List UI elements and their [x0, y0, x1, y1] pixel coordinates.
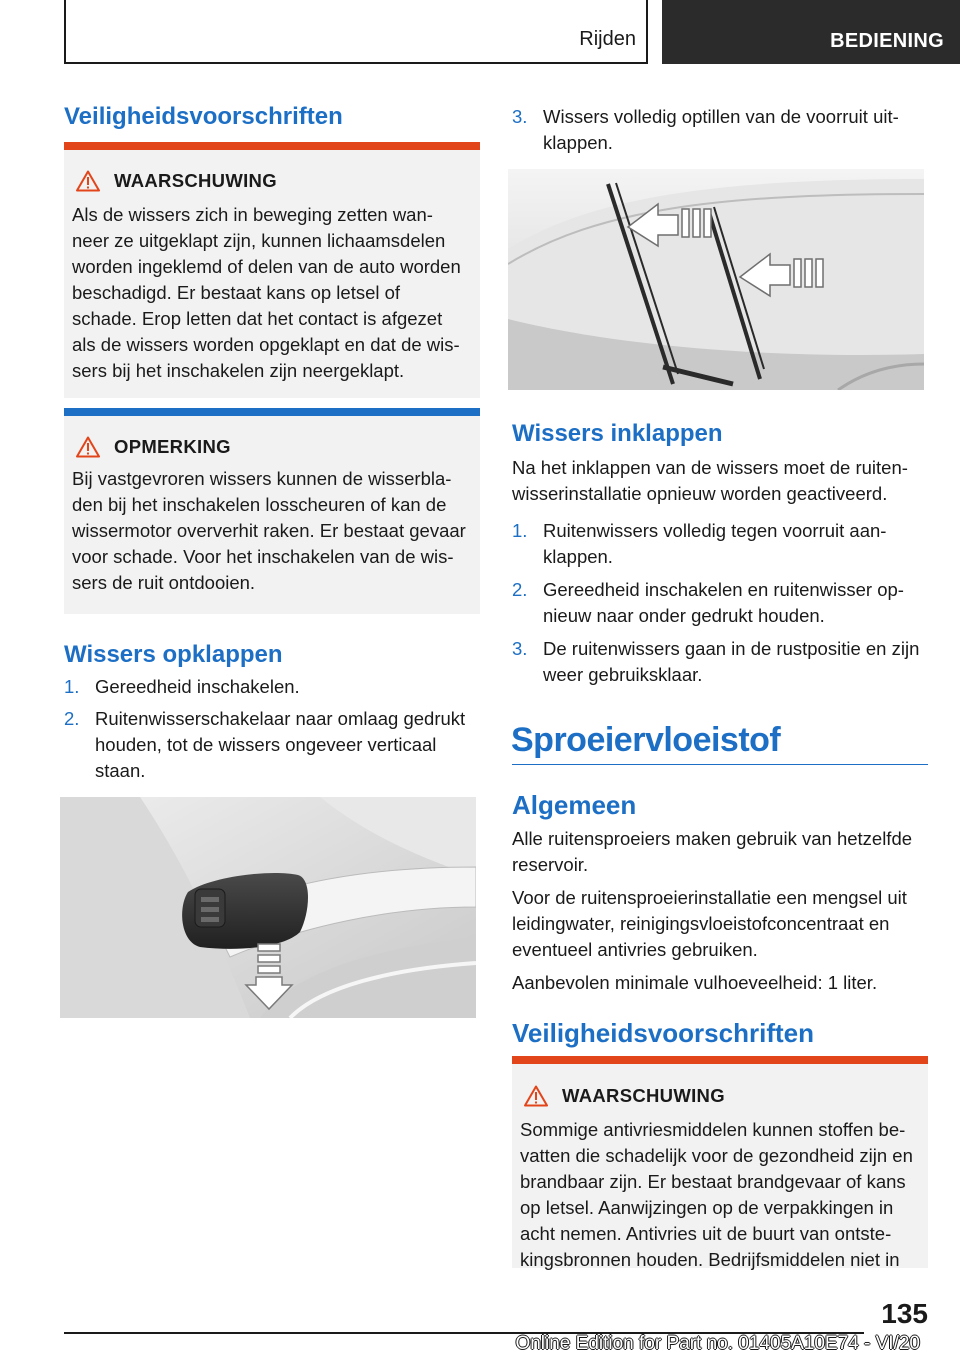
warning-line: brandbaar zijn. Er bestaat brandgevaar of kans: [520, 1171, 906, 1192]
fold-up-steps: [64, 674, 480, 784]
warning-line: Sommige antivriesmiddelen kunnen stoffen be-: [520, 1119, 906, 1140]
warning-text: [520, 1117, 925, 1273]
note-line: sers de ruit ontdooien.: [72, 572, 256, 593]
general-text: [512, 826, 932, 996]
warning-line: Als de wissers zich in beweging zetten wan-: [72, 204, 433, 225]
note-line: voor schade. Voor het inschakelen van de wis-: [72, 546, 454, 567]
step-text: weer gebruiksklaar.: [543, 664, 703, 685]
paragraph-line: reservoir.: [512, 854, 589, 875]
header-chapter: Rijden: [579, 28, 636, 50]
footer-edition: Online Edition for Part no. 01405A10E74 - VI/20: [515, 1333, 920, 1354]
step-text: De ruitenwissers gaan in de rustpositie en zijn: [543, 638, 920, 659]
step-text: Ruitenwisserschakelaar naar omlaag gedrukt: [95, 708, 466, 729]
note-title: OPMERKING: [114, 436, 231, 457]
list-item: [64, 706, 480, 784]
step-number: 1.: [64, 676, 80, 697]
fold-in-steps: [512, 518, 932, 688]
wiper-switch-illustration: [60, 797, 476, 1018]
heading-safety-2: Veiligheidsvoorschriften: [512, 1018, 814, 1048]
heading-fold-up: Wissers opklappen: [64, 641, 283, 668]
warning-line: worden ingeklemd of delen van de auto worden: [72, 256, 461, 277]
step-text: nieuw naar onder gedrukt houden.: [543, 605, 825, 626]
step-text: klappen.: [543, 132, 613, 153]
warning-line: acht nemen. Antivries uit de buurt van ontste-: [520, 1223, 892, 1244]
step-text: staan.: [95, 760, 146, 781]
step-text: Gereedheid inschakelen en ruitenwisser op-: [543, 579, 904, 600]
note-line: Bij vastgevroren wissers kunnen de wisserbla-: [72, 468, 452, 489]
list-item: [64, 674, 480, 700]
warning-line: vatten die schadelijk voor de gezondheid zijn en: [520, 1145, 913, 1166]
warning-line: beschadigd. Er bestaat kans op letsel of: [72, 282, 401, 303]
warning-title: WAARSCHUWING: [562, 1085, 725, 1106]
paragraph-line: eventueel antivries gebruiken.: [512, 939, 758, 960]
step-number: 3.: [512, 106, 528, 127]
step-number: 1.: [512, 520, 528, 541]
paragraph-line: wisserinstallatie opnieuw worden geactiveerd.: [512, 483, 888, 504]
step-number: 3.: [512, 638, 528, 659]
list-item: [512, 577, 932, 629]
windshield-wipers-illustration: [508, 169, 924, 390]
step-number: 2.: [64, 708, 80, 729]
note-line: den bij het inschakelen losscheuren of kan de: [72, 494, 447, 515]
warning-triangle-icon: [524, 1085, 548, 1107]
paragraph: [512, 826, 932, 878]
warning-triangle-icon: [76, 170, 100, 192]
warning-line: sers bij het inschakelen zijn neergeklapt.: [72, 360, 405, 381]
warning-bar: [64, 142, 480, 150]
paragraph-line: Na het inklappen van de wissers moet de ruiten-: [512, 457, 908, 478]
paragraph-line: leidingwater, reinigingsvloeistofconcentraat en: [512, 913, 890, 934]
fold-in-intro: [512, 455, 932, 507]
heading-general: Algemeen: [512, 790, 637, 820]
list-item: [512, 636, 932, 688]
warning-line: kingsbronnen houden. Bedrijfsmiddelen niet in: [520, 1249, 900, 1270]
paragraph-line: Alle ruitensproeiers maken gebruik van hetzelfde: [512, 828, 913, 849]
step-text: Ruitenwissers volledig tegen voorruit aan-: [543, 520, 887, 541]
header-section: BEDIENING: [830, 30, 944, 52]
list-item: [512, 518, 932, 570]
list-item: [512, 104, 928, 156]
step-text: Wissers volledig optillen van de voorruit uit-: [543, 106, 899, 127]
heading-fold-in: Wissers inklappen: [512, 420, 723, 447]
paragraph: [512, 885, 932, 963]
header-chapter-box: [64, 0, 648, 64]
heading-safety: Veiligheidsvoorschriften: [64, 103, 343, 130]
paragraph-line: Voor de ruitensproeierinstallatie een mengsel uit: [512, 887, 907, 908]
note-line: wissermotor oververhit raken. Er bestaat gevaar: [72, 520, 466, 541]
step-text: Gereedheid inschakelen.: [95, 676, 300, 697]
step-text: houden, tot de wissers ongeveer verticaal: [95, 734, 437, 755]
warning-title: WAARSCHUWING: [114, 170, 277, 191]
warning-box: [512, 1064, 928, 1268]
warning-line: schade. Erop letten dat het contact is afgezet: [72, 308, 443, 329]
warning-line: als de wissers worden opgeklapt en dat de wis-: [72, 334, 460, 355]
note-text: [72, 466, 477, 596]
paragraph: [512, 970, 932, 996]
warning-line: op letsel. Aanwijzingen op de verpakkingen in: [520, 1197, 894, 1218]
note-box: [64, 416, 480, 614]
page-number: 135: [881, 1298, 928, 1329]
heading-washer-fluid: Sproeiervloeistof: [511, 721, 781, 759]
step-number: 2.: [512, 579, 528, 600]
warning-line: neer ze uitgeklapt zijn, kunnen lichaamsdelen: [72, 230, 446, 251]
warning-box: [64, 150, 480, 398]
note-bar: [64, 408, 480, 416]
note-triangle-icon: [76, 436, 100, 458]
fold-up-step-3: [512, 104, 928, 156]
paragraph-line: Aanbevolen minimale vulhoeveelheid: 1 liter.: [512, 972, 878, 993]
warning-bar: [512, 1056, 928, 1064]
step-text: klappen.: [543, 546, 613, 567]
heading-rule: [512, 764, 928, 765]
warning-text: [72, 202, 477, 384]
